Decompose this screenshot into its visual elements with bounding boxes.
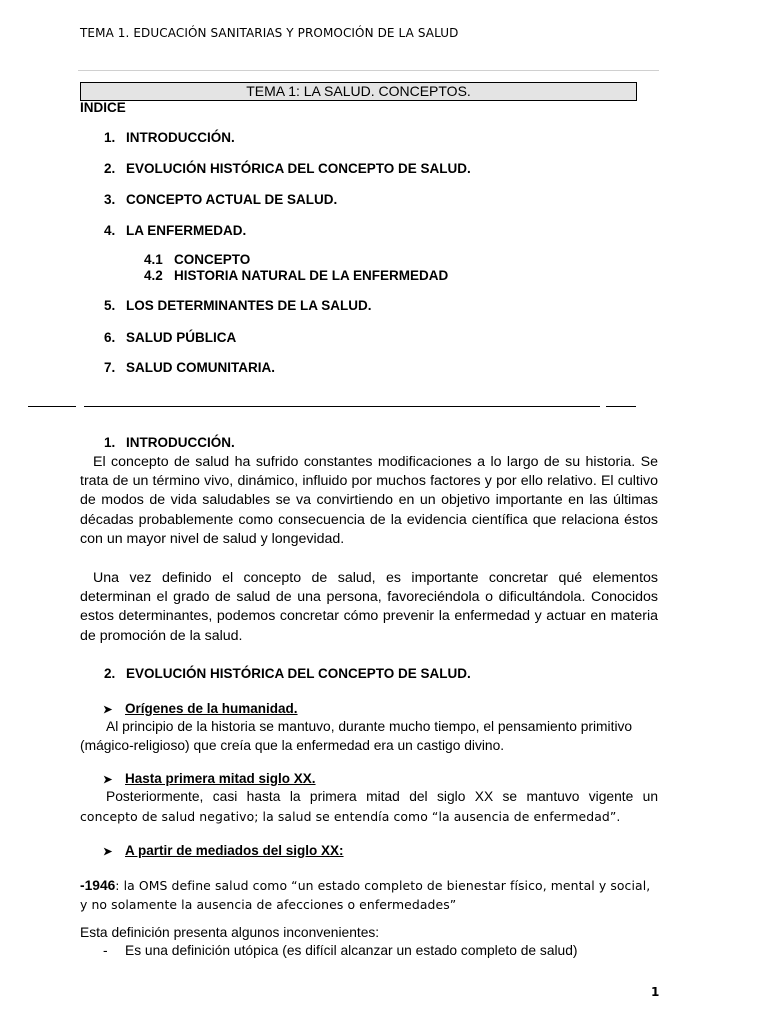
arrow-bullet-icon: ➤ [103, 704, 113, 716]
separator-gap [600, 404, 606, 408]
intro-paragraph-2: Una vez definido el concepto de salud, es importante concretar qué elementos determinan el grado de salud de una persona, favoreciéndola o dificultándola. Conocidos estos determinantes, podemos concretar cómo prevenir la enfermedad y actuar en materia de promoción de la salud. [80, 570, 658, 644]
section-heading: 1. INTRODUCCIÓN. [104, 435, 235, 450]
bullet-heading: ➤ Hasta primera mitad siglo XX. [103, 771, 316, 786]
separator-gap [76, 404, 84, 408]
page-number: 1 [651, 985, 660, 999]
text-line: (mágico-religioso) que creía que la enfermedad era un castigo divino. [80, 738, 505, 753]
arrow-bullet-icon: ➤ [103, 774, 113, 786]
toc-item: 7. SALUD COMUNITARIA. [104, 360, 275, 375]
toc-item: 2. EVOLUCIÓN HISTÓRICA DEL CONCEPTO DE SALUD. [104, 161, 471, 176]
section-separator [28, 406, 636, 407]
text-line: Posteriormente, casi hasta la primera mitad del siglo XX se mantuvo vigente un [106, 789, 658, 804]
year-label: -1946 [80, 878, 116, 893]
toc-item: 5. LOS DETERMINANTES DE LA SALUD. [104, 298, 372, 313]
index-heading: INDICE [80, 100, 126, 115]
header-divider [78, 70, 659, 71]
arrow-bullet-icon: ➤ [103, 846, 113, 858]
list-item: - Es una definición utópica (es difícil alcanzar un estado completo de salud) [103, 943, 578, 958]
toc-item: 6. SALUD PÚBLICA [104, 330, 237, 345]
toc-item: 1. INTRODUCCIÓN. [104, 130, 235, 145]
page-header: TEMA 1. EDUCACIÓN SANITARIAS Y PROMOCIÓN DE LA SALUD [80, 26, 459, 40]
toc-item: 3. CONCEPTO ACTUAL DE SALUD. [104, 192, 338, 207]
definition-line: -1946: la OMS define salud como “un estado completo de bienestar físico, mental y social, [80, 878, 651, 893]
bullet-heading: ➤ A partir de mediados del siglo XX: [103, 843, 344, 858]
text-line: Al principio de la historia se mantuvo, durante mucho tiempo, el pensamiento primitivo [106, 719, 633, 734]
toc-subitem: 4.1 CONCEPTO [144, 252, 251, 267]
section-heading: 2. EVOLUCIÓN HISTÓRICA DEL CONCEPTO DE SALUD. [104, 666, 471, 681]
definition-line: y no solamente la ausencia de afecciones o enfermedades” [80, 897, 457, 912]
toc-item: 4. LA ENFERMEDAD. [104, 223, 247, 238]
document-title: TEMA 1: LA SALUD. CONCEPTOS. [80, 82, 637, 101]
text-line: concepto de salud negativo; la salud se entendía como “la ausencia de enfermedad”. [80, 809, 621, 824]
text-line: Esta definición presenta algunos inconvenientes: [80, 925, 380, 940]
intro-paragraph-1: El concepto de salud ha sufrido constantes modificaciones a lo largo de su historia. Se trata de un término vivo, dinámico, influido por muchos factores y por ello relativo. El cultivo de modos de vida saludables se va convirtiendo en un objetivo importante en las últimas décadas probablemente como consecuencia de la evidencia científica que relaciona éstos con un mayor nivel de salud y longevidad. [80, 454, 658, 547]
toc-subitem: 4.2 HISTORIA NATURAL DE LA ENFERMEDAD [144, 268, 449, 283]
bullet-heading: ➤ Orígenes de la humanidad. [103, 701, 298, 716]
